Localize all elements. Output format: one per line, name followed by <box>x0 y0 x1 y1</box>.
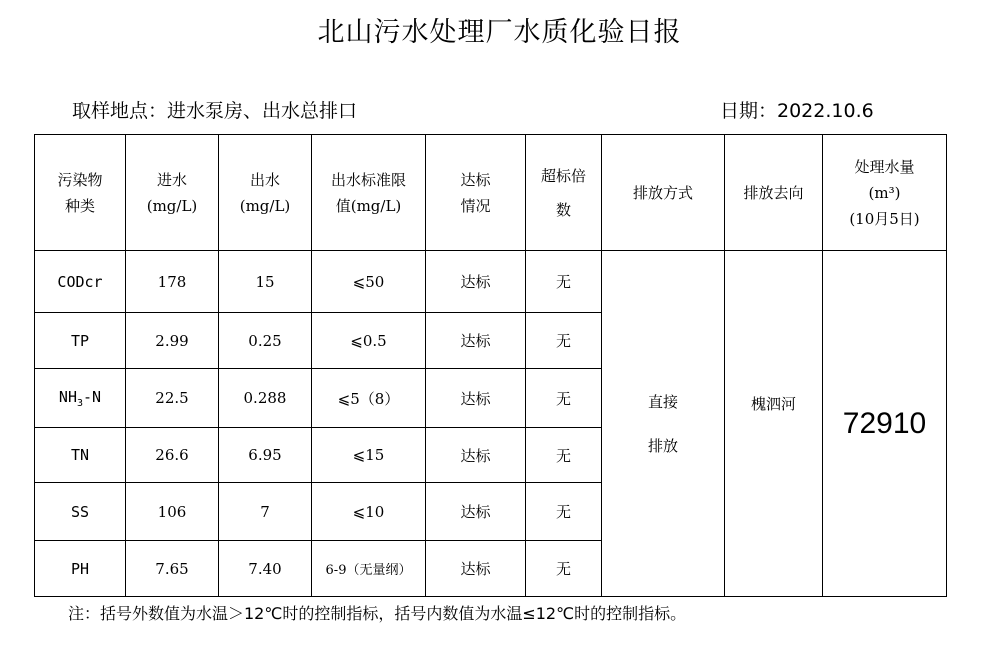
limit-value: ⩽5（8） <box>312 369 426 428</box>
status-value: 达标 <box>426 428 526 483</box>
exceed-value: 无 <box>526 369 602 428</box>
inflow-value: 26.6 <box>126 428 219 483</box>
discharge-destination-cell: 槐泗河 <box>725 251 823 597</box>
report-date: 日期：2022.10.6 <box>720 100 874 122</box>
limit-value: ⩽0.5 <box>312 313 426 369</box>
pollutant-name: SS <box>35 483 126 541</box>
outflow-value: 6.95 <box>219 428 312 483</box>
pollutant-name: PH <box>35 541 126 597</box>
outflow-value: 0.288 <box>219 369 312 428</box>
inflow-value: 106 <box>126 483 219 541</box>
header-row <box>35 135 947 251</box>
table-row <box>35 251 947 313</box>
pollutant-name: CODcr <box>35 251 126 313</box>
sampling-location: 取样地点：进水泵房、出水总排口 <box>72 100 358 122</box>
exceed-value: 无 <box>526 541 602 597</box>
header-status: 达标 情况 <box>426 135 526 251</box>
header-discharge-method: 排放方式 <box>602 135 725 251</box>
inflow-value: 22.5 <box>126 369 219 428</box>
limit-value: ⩽15 <box>312 428 426 483</box>
status-value: 达标 <box>426 541 526 597</box>
footnote: 注：括号外数值为水温＞12℃时的控制指标，括号内数值为水温≤12℃时的控制指标。 <box>68 604 687 623</box>
exceed-value: 无 <box>526 483 602 541</box>
limit-value: ⩽10 <box>312 483 426 541</box>
header-pollutant: 污染物 种类 <box>35 135 126 251</box>
volume-value: 72910 <box>823 251 947 597</box>
outflow-value: 0.25 <box>219 313 312 369</box>
header-exceed: 超标倍 数 <box>526 135 602 251</box>
header-discharge-destination: 排放去向 <box>725 135 823 251</box>
status-value: 达标 <box>426 251 526 313</box>
inflow-value: 178 <box>126 251 219 313</box>
outflow-value: 7.40 <box>219 541 312 597</box>
outflow-value: 15 <box>219 251 312 313</box>
inflow-value: 7.65 <box>126 541 219 597</box>
header-outflow: 出水 (mg/L) <box>219 135 312 251</box>
status-value: 达标 <box>426 369 526 428</box>
pollutant-name: TN <box>35 428 126 483</box>
limit-value: 6-9（无量纲） <box>312 541 426 597</box>
water-quality-table <box>34 134 947 597</box>
inflow-value: 2.99 <box>126 313 219 369</box>
pollutant-name: $NH_3-N$ <box>35 369 126 428</box>
header-volume: 处理水量 (m³) (10月5日) <box>823 135 947 251</box>
header-limit: 出水标准限 值(mg/L) <box>312 135 426 251</box>
status-value: 达标 <box>426 483 526 541</box>
header-inflow: 进水 (mg/L) <box>126 135 219 251</box>
exceed-value: 无 <box>526 313 602 369</box>
exceed-value: 无 <box>526 251 602 313</box>
report-title: 北山污水处理厂水质化验日报 <box>317 17 682 48</box>
outflow-value: 7 <box>219 483 312 541</box>
exceed-value: 无 <box>526 428 602 483</box>
pollutant-name: TP <box>35 313 126 369</box>
discharge-method-cell: 直接 排放 <box>602 251 725 597</box>
status-value: 达标 <box>426 313 526 369</box>
limit-value: ⩽50 <box>312 251 426 313</box>
